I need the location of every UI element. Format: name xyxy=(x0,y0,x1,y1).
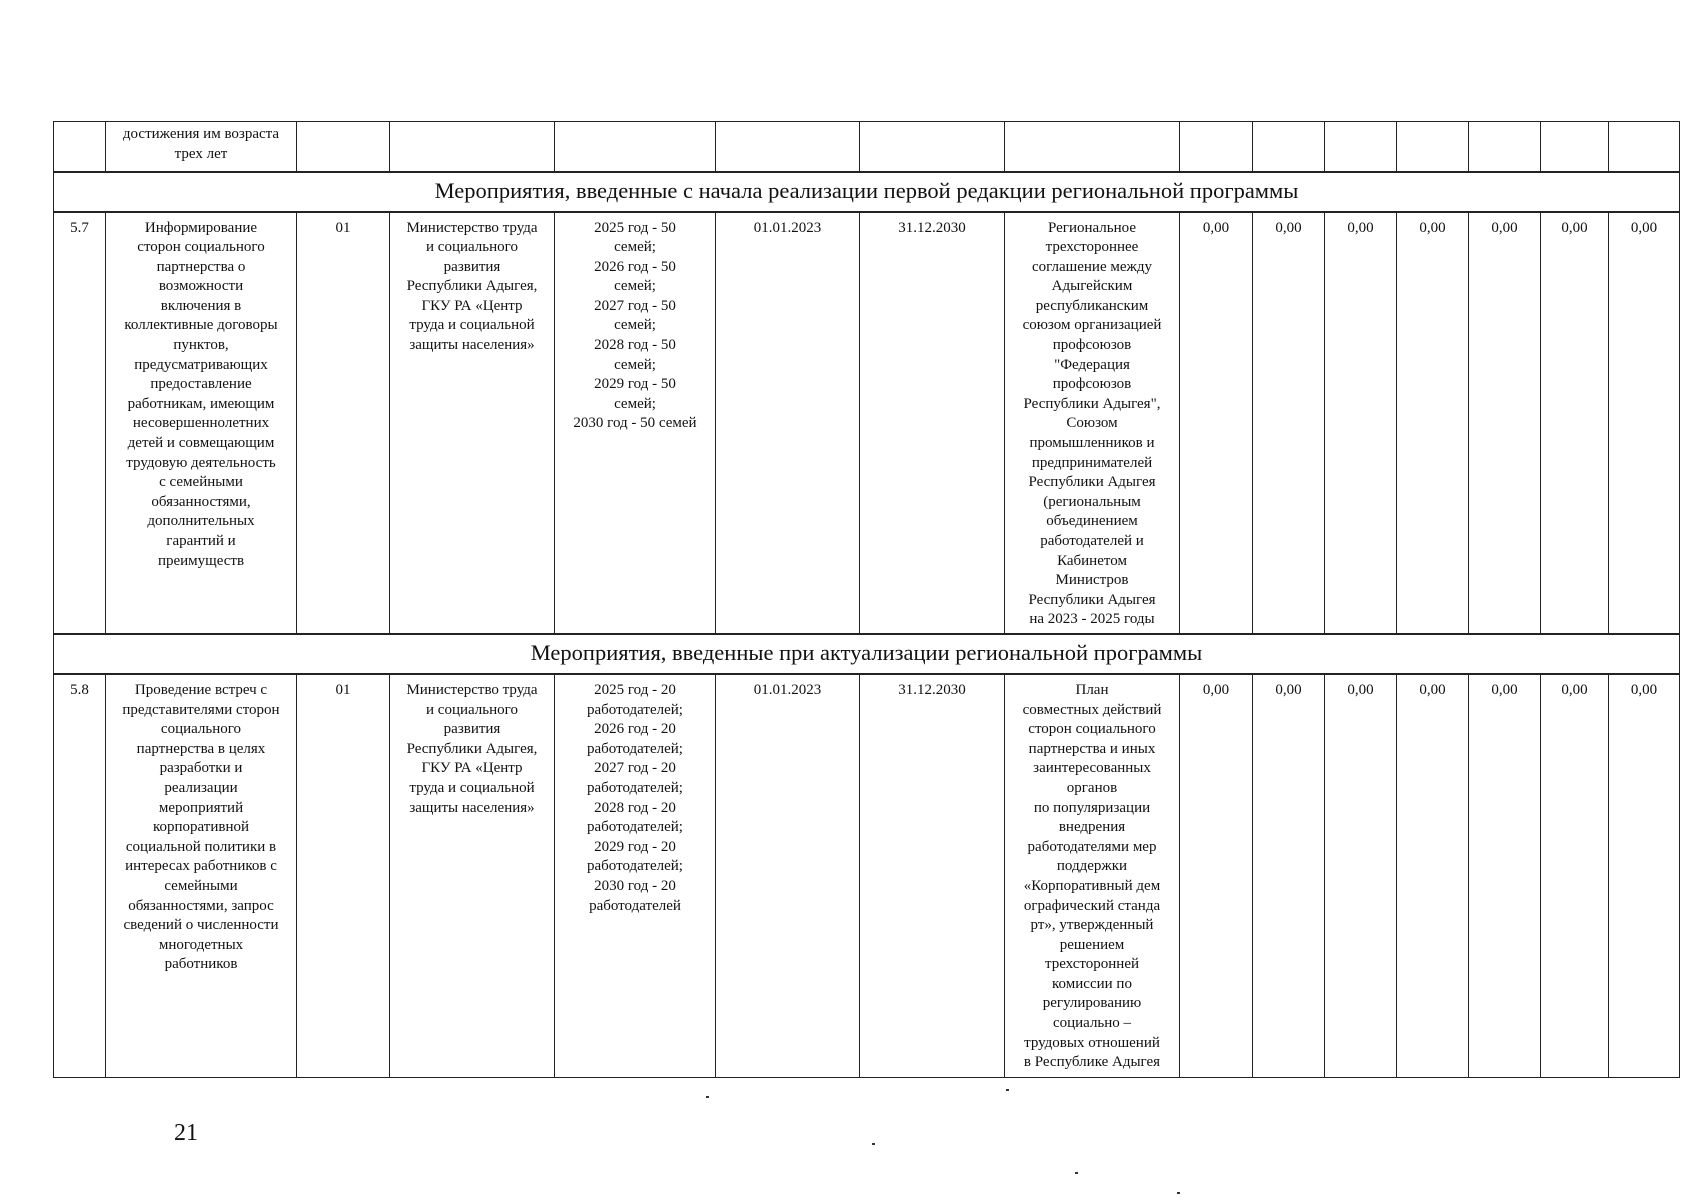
continuation-row xyxy=(54,122,1680,172)
text-line: предпринимателей xyxy=(1031,454,1153,471)
text-line: 2029 год - 20 xyxy=(594,838,676,855)
page-number: 21 xyxy=(174,1120,198,1146)
table-row xyxy=(54,212,1680,634)
text-line: работникам, имеющим xyxy=(127,395,275,412)
text-line: социально – xyxy=(1052,1015,1132,1032)
text-line: дополнительных xyxy=(147,513,255,530)
text-line: комиссии по xyxy=(1052,975,1132,992)
section-header-row xyxy=(54,172,1680,212)
text-line: "Федерация xyxy=(1054,356,1130,373)
text-line: 2027 год - 20 xyxy=(594,760,676,777)
cell-number: 5.7 xyxy=(54,212,106,634)
text-line: трехсторонней xyxy=(1044,956,1140,973)
text-line: Кабинетом xyxy=(1057,552,1127,569)
measures-table xyxy=(53,121,1680,1078)
cell-amount: 0,00 xyxy=(1609,212,1680,634)
text-line: 2029 год - 50 xyxy=(594,376,676,393)
text-line: развития xyxy=(443,721,501,738)
text-line: трудовую деятельность xyxy=(126,454,276,471)
text-line: труда и социальной xyxy=(409,779,535,796)
cell-target xyxy=(555,212,716,634)
text-line: партнерства в целях xyxy=(136,740,266,757)
scan-speck xyxy=(706,1096,709,1098)
text-line: на 2023 - 2025 годы xyxy=(1029,611,1155,628)
text-line: многодетных xyxy=(158,936,244,953)
cell-amount xyxy=(1541,122,1609,172)
cell-amount xyxy=(1325,122,1397,172)
text-line: интересах работников с xyxy=(125,858,277,875)
text-line: детей и совмещающим xyxy=(127,435,275,452)
text-line: обязанностями, xyxy=(151,493,251,510)
text-line: рт», утвержденный xyxy=(1030,917,1154,934)
text-line: внедрения xyxy=(1058,819,1126,836)
text-line: 2030 год - 20 xyxy=(594,877,676,894)
text-line: в Республике Адыгея xyxy=(1023,1054,1161,1071)
section-title: Мероприятия, введенные с начала реализации первой редакции региональной программы xyxy=(54,172,1680,212)
cell-target xyxy=(555,674,716,1078)
text-line: предусматривающих xyxy=(134,356,268,373)
cell-end-date: 31.12.2030 xyxy=(860,212,1005,634)
text-line: Информирование xyxy=(144,219,258,236)
text-line: социальной политики в xyxy=(125,838,277,855)
text-line: несовершеннолетних xyxy=(132,415,270,432)
cell-amount: 0,00 xyxy=(1253,212,1325,634)
cell-basis xyxy=(1005,674,1180,1078)
cell-basis xyxy=(1005,122,1180,172)
text-line: решением xyxy=(1059,936,1125,953)
text-line: ографический станда xyxy=(1023,897,1161,914)
section-header-row xyxy=(54,634,1680,674)
text-line: 2030 год - 50 семей xyxy=(573,415,697,432)
text-line: защиты населения» xyxy=(409,337,535,354)
scan-speck xyxy=(1177,1192,1180,1194)
cell-code: 01 xyxy=(297,674,390,1078)
text-line: обязанностями, запрос xyxy=(128,897,274,914)
cell-measure-name xyxy=(106,122,297,172)
text-line: работодателей; xyxy=(587,858,683,875)
cell-end-date: 31.12.2030 xyxy=(860,674,1005,1078)
text-line: реализации xyxy=(164,779,238,796)
text-line: Министерство труда xyxy=(406,219,538,236)
table-row xyxy=(54,674,1680,1078)
text-line: пунктов, xyxy=(173,337,229,354)
text-line: развития xyxy=(443,258,501,275)
text-line: работодателей и xyxy=(1040,533,1144,549)
text-line: трудовых отношений xyxy=(1024,1034,1160,1051)
text-line: мероприятий xyxy=(158,799,244,816)
text-line: Республики Адыгея xyxy=(1028,591,1156,608)
cell-amount xyxy=(1397,122,1469,172)
text-line: семей; xyxy=(614,395,656,412)
text-line: республиканским xyxy=(1035,297,1149,314)
cell-end-date xyxy=(860,122,1005,172)
cell-amount xyxy=(1253,122,1325,172)
text-line: Республики Адыгея xyxy=(1028,474,1156,491)
cell-executor xyxy=(390,674,555,1078)
text-line: семей; xyxy=(614,356,656,373)
text-line: промышленников и xyxy=(1029,435,1155,452)
text-line: заинтересованных xyxy=(1033,760,1151,777)
text-line: 2028 год - 20 xyxy=(594,799,676,816)
text-line: (региональным xyxy=(1043,493,1141,510)
scan-speck xyxy=(1006,1089,1009,1091)
section-title: Мероприятия, введенные при актуализации региональной программы xyxy=(54,634,1680,674)
text-line: работодателей; xyxy=(587,779,683,796)
cell-executor xyxy=(390,212,555,634)
text-line: разработки и xyxy=(159,760,243,777)
text-line: сведений о численности xyxy=(123,917,279,934)
text-line: поддержки xyxy=(1056,858,1128,875)
cell-target xyxy=(555,122,716,172)
text-line: Министерство труда xyxy=(406,681,538,698)
cell-amount: 0,00 xyxy=(1325,212,1397,634)
text-line: партнерства о xyxy=(156,258,246,275)
text-line: 2025 год - 20 xyxy=(594,681,676,698)
cell-basis xyxy=(1005,212,1180,634)
cell-amount: 0,00 xyxy=(1469,674,1541,1078)
cell-start-date: 01.01.2023 xyxy=(716,674,860,1078)
cell-start-date: 01.01.2023 xyxy=(716,212,860,634)
text-line: достижения им возраста xyxy=(122,126,280,142)
text-line: Региональное xyxy=(1048,219,1136,236)
text-line: предоставление xyxy=(150,376,252,393)
cell-code: 01 xyxy=(297,212,390,634)
text-line: и социального xyxy=(426,239,518,256)
text-line: защиты населения» xyxy=(409,799,535,816)
cell-number xyxy=(54,122,106,172)
cell-amount: 0,00 xyxy=(1325,674,1397,1078)
text-line: профсоюзов xyxy=(1052,376,1132,393)
text-line: работодателей; xyxy=(587,701,683,718)
cell-amount: 0,00 xyxy=(1397,674,1469,1078)
text-line: партнерства и иных xyxy=(1028,740,1156,757)
text-line: сторон социального xyxy=(1028,721,1156,738)
text-line: Проведение встреч с xyxy=(134,681,268,698)
text-line: 2025 год - 50 xyxy=(594,219,676,236)
text-line: 2026 год - 20 xyxy=(594,721,676,738)
text-line: «Корпоративный дем xyxy=(1023,877,1161,894)
cell-amount: 0,00 xyxy=(1397,212,1469,634)
text-line: Союзом xyxy=(1066,415,1118,432)
text-line: Адыгейским xyxy=(1051,278,1133,295)
text-line: Республики Адыгея", xyxy=(1023,395,1161,412)
cell-amount: 0,00 xyxy=(1609,674,1680,1078)
text-line: регулированию xyxy=(1042,995,1142,1012)
scan-speck xyxy=(872,1143,875,1145)
text-line: союзом организацией xyxy=(1022,317,1162,334)
text-line: труда и социальной xyxy=(409,317,535,334)
text-line: работодателей; xyxy=(587,740,683,757)
text-line: возможности xyxy=(158,278,244,295)
text-line: работодателей; xyxy=(587,819,683,836)
text-line: органов xyxy=(1066,779,1118,796)
text-line: семей; xyxy=(614,239,656,256)
cell-amount: 0,00 xyxy=(1180,674,1253,1078)
text-line: совместных действий xyxy=(1022,701,1162,718)
scan-speck xyxy=(1075,1172,1078,1174)
text-line: трех лет xyxy=(174,145,228,162)
text-line: ГКУ РА «Центр xyxy=(421,760,523,777)
text-line: социального xyxy=(160,721,242,738)
text-line: работников xyxy=(164,956,238,973)
text-line: Республики Адыгея, xyxy=(406,278,538,295)
text-line: представителями сторон xyxy=(122,701,280,718)
text-line: преимуществ xyxy=(157,552,245,569)
text-line: включения в xyxy=(160,297,242,314)
cell-amount: 0,00 xyxy=(1541,674,1609,1078)
cell-amount: 0,00 xyxy=(1469,212,1541,634)
text-line: работодателей xyxy=(589,897,681,914)
text-line: и социального xyxy=(426,701,518,718)
text-line: 2027 год - 50 xyxy=(594,297,676,314)
text-line: с семейными xyxy=(159,474,243,491)
text-line: профсоюзов xyxy=(1052,337,1132,354)
cell-measure-name xyxy=(106,674,297,1078)
text-line: Министров xyxy=(1055,572,1129,589)
text-line: корпоративной xyxy=(152,819,250,836)
text-line: сторон социального xyxy=(137,239,265,256)
cell-amount xyxy=(1180,122,1253,172)
text-line: семейными xyxy=(164,877,238,894)
cell-amount: 0,00 xyxy=(1541,212,1609,634)
cell-measure-name xyxy=(106,212,297,634)
cell-number: 5.8 xyxy=(54,674,106,1078)
cell-amount: 0,00 xyxy=(1180,212,1253,634)
text-line: работодателями мер xyxy=(1027,838,1157,855)
cell-amount xyxy=(1469,122,1541,172)
cell-amount: 0,00 xyxy=(1253,674,1325,1078)
cell-amount xyxy=(1609,122,1680,172)
text-line: гарантий и xyxy=(166,533,236,549)
text-line: семей; xyxy=(614,317,656,334)
text-line: 2026 год - 50 xyxy=(594,258,676,275)
text-line: коллективные договоры xyxy=(124,317,278,334)
text-line: 2028 год - 50 xyxy=(594,337,676,354)
cell-executor xyxy=(390,122,555,172)
cell-start-date xyxy=(716,122,860,172)
text-line: трехстороннее xyxy=(1045,239,1139,256)
text-line: семей; xyxy=(614,278,656,295)
text-line: Республики Адыгея, xyxy=(406,740,538,757)
text-line: План xyxy=(1075,681,1109,698)
text-line: ГКУ РА «Центр xyxy=(421,297,523,314)
text-line: по популяризации xyxy=(1033,799,1151,816)
text-line: соглашение между xyxy=(1031,258,1152,275)
cell-code xyxy=(297,122,390,172)
text-line: объединением xyxy=(1046,513,1138,530)
